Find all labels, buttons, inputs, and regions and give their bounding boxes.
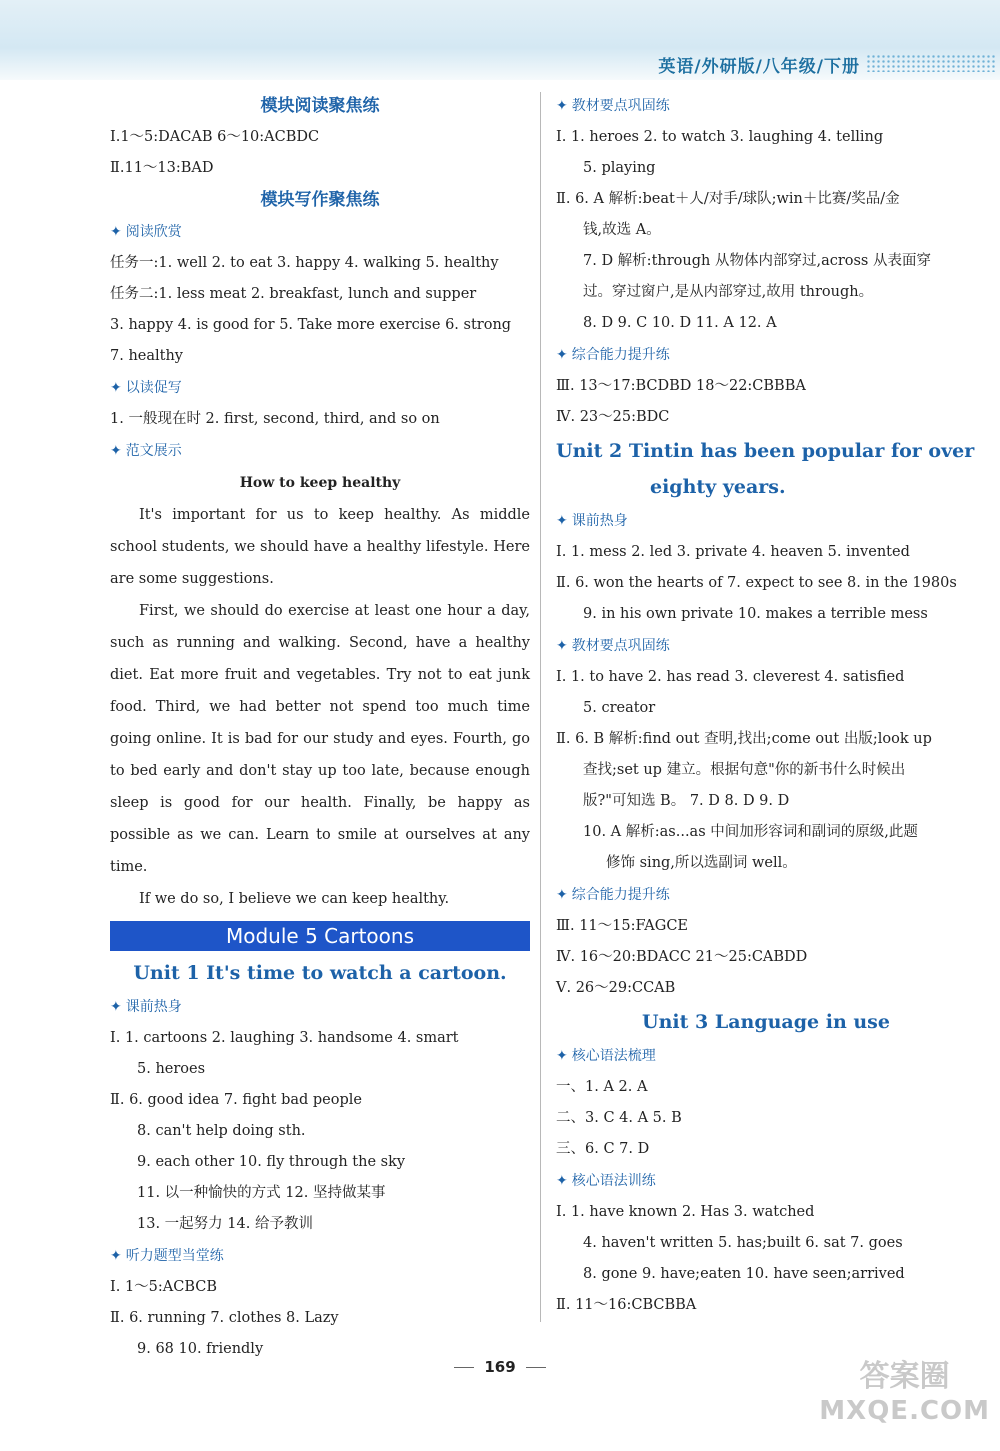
answer-line: 7. D 解析:through 从物体内部穿过,across 从表面穿	[583, 253, 931, 269]
answer-line: Ⅱ. 6. running 7. clothes 8. Lazy	[110, 1310, 339, 1326]
answer-line: 1. 一般现在时 2. first, second, third, and so on	[110, 411, 440, 427]
answer-line: Ⅴ. 26～29:CCAB	[556, 980, 676, 996]
diamond-icon: ✦	[110, 380, 122, 396]
column-divider	[540, 92, 541, 1322]
answer-line: Ⅰ. 1. mess 2. led 3. private 4. heaven 5. invented	[556, 544, 910, 560]
answer-line: Ⅳ. 16～20:BDACC 21～25:CABDD	[556, 949, 808, 965]
answer-line: 13. 一起努力 14. 给予教训	[137, 1216, 313, 1232]
answer-line: Ⅰ. 1. cartoons 2. laughing 3. handsome 4. smart	[110, 1030, 459, 1046]
answer-line: Ⅰ. 1. heroes 2. to watch 3. laughing 4. telling	[556, 129, 884, 145]
answer-line: Ⅰ. 1. have known 2. Has 3. watched	[556, 1204, 815, 1220]
answer-line: Ⅱ.11～13:BAD	[110, 160, 214, 176]
answer-line: 8. gone 9. have;eaten 10. have seen;arrived	[583, 1266, 905, 1282]
answer-line: Ⅱ. 6. good idea 7. fight bad people	[110, 1092, 362, 1108]
book-title: 英语/外研版/八年级/下册	[658, 57, 860, 77]
answer-line: Ⅰ. 1～5:ACBCB	[110, 1279, 218, 1295]
diamond-icon: ✦	[556, 887, 568, 903]
subsection-heading: ✦ 教材要点巩固练	[556, 638, 670, 654]
answer-line: 11. 以一种愉快的方式 12. 坚持做某事	[137, 1185, 386, 1201]
answer-line: Ⅰ.1～5:DACAB 6～10:ACBDC	[110, 129, 320, 145]
unit-title: Unit 1 It's time to watch a cartoon.	[133, 962, 507, 984]
answer-line: 3. happy 4. is good for 5. Take more exercise 6. strong	[110, 317, 512, 333]
answer-line: 5. heroes	[137, 1061, 206, 1077]
essay-paragraph: First, we should do exercise at least one hour a day, such as running and walking. Second, have a healthy diet. Eat more fruit and vegetables. Try not to eat junk food. Third, we had better not spend too much time going online. It is bad for our study and eyes. Fourth, go to bed early and don't stay up too late, because enough sleep is good for our health. Finally, be happy as possible as we can. Learn to smile at ourselves at any time.	[110, 603, 530, 875]
diamond-icon: ✦	[556, 638, 568, 654]
answer-line: 5. playing	[583, 160, 656, 176]
answer-line: Ⅱ. 6. A 解析:beat＋人/对手/球队;win＋比赛/奖品/金	[556, 191, 900, 207]
answer-line: 三、6. C 7. D	[556, 1141, 650, 1157]
answer-line: Ⅱ. 6. won the hearts of 7. expect to see 8. in the 1980s	[556, 575, 957, 591]
diamond-icon: ✦	[110, 443, 122, 459]
essay-paragraph: It's important for us to keep healthy. As middle school students, we should have a healthy lifestyle. Here are some suggestions.	[110, 507, 530, 587]
subsection-heading: ✦ 教材要点巩固练	[556, 98, 670, 114]
answer-line: 5. creator	[583, 700, 656, 716]
unit-title-continued: eighty years.	[650, 476, 786, 498]
answer-line: 4. haven't written 5. has;built 6. sat 7. goes	[583, 1235, 903, 1251]
answer-line: 8. D 9. C 10. D 11. A 12. A	[583, 315, 777, 331]
section-title: 模块阅读聚焦练	[260, 96, 380, 116]
right-column	[556, 90, 976, 1321]
section-title: 模块写作聚焦练	[260, 190, 380, 210]
answer-line: 9. 68 10. friendly	[137, 1341, 264, 1357]
diamond-icon: ✦	[556, 347, 568, 363]
unit-title: Unit 3 Language in use	[642, 1011, 890, 1033]
answer-line: 9. in his own private 10. makes a terrible mess	[583, 606, 928, 622]
unit-title: Unit 2 Tintin has been popular for over	[556, 440, 975, 462]
top-banner	[0, 0, 1000, 80]
answer-line: 二、3. C 4. A 5. B	[556, 1110, 682, 1126]
answer-line: Ⅱ. 6. B 解析:find out 查明,找出;come out 出版;look up	[556, 731, 932, 747]
subsection-heading: ✦ 核心语法训练	[556, 1173, 656, 1189]
answer-line: 任务二:1. less meat 2. breakfast, lunch and supper	[110, 286, 477, 302]
page-number: 169	[0, 1358, 1000, 1376]
answer-line: 8. can't help doing sth.	[137, 1123, 306, 1139]
answer-line: 7. healthy	[110, 348, 184, 364]
answer-line: Ⅰ. 1. to have 2. has read 3. cleverest 4. satisfied	[556, 669, 905, 685]
site-watermark: 答案圈 MXQE.COM	[819, 1359, 990, 1426]
diamond-icon: ✦	[556, 1048, 568, 1064]
diamond-icon: ✦	[556, 513, 568, 529]
left-column	[110, 90, 530, 1365]
answer-line: Ⅲ. 13～17:BCDBD 18～22:CBBBA	[556, 378, 806, 394]
essay-title: How to keep healthy	[239, 475, 401, 491]
module-banner: Module 5 Cartoons	[110, 921, 530, 951]
subsection-heading: ✦ 核心语法梳理	[556, 1048, 656, 1064]
answer-line: 修饰 sing,所以选副词 well。	[606, 855, 797, 871]
answer-line: Ⅲ. 11～15:FAGCE	[556, 918, 689, 934]
subsection-heading: ✦ 课前热身	[556, 513, 628, 529]
answer-line: 版?"可知选 B。 7. D 8. D 9. D	[583, 793, 790, 809]
essay-paragraph: If we do so, I believe we can keep healthy.	[139, 891, 450, 907]
answer-line: 9. each other 10. fly through the sky	[137, 1154, 406, 1170]
subsection-heading: ✦ 听力题型当堂练	[110, 1248, 224, 1264]
diamond-icon: ✦	[556, 98, 568, 114]
answer-line: Ⅳ. 23～25:BDC	[556, 409, 670, 425]
diamond-icon: ✦	[110, 224, 122, 240]
decorative-dots	[866, 54, 996, 72]
subsection-heading: ✦ 课前热身	[110, 999, 182, 1015]
diamond-icon: ✦	[110, 1248, 122, 1264]
answer-line: 任务一:1. well 2. to eat 3. happy 4. walking 5. healthy	[110, 255, 499, 271]
diamond-icon: ✦	[556, 1173, 568, 1189]
answer-line: 一、1. A 2. A	[556, 1079, 648, 1095]
answer-line: 过。穿过窗户,是从内部穿过,故用 through。	[583, 284, 874, 300]
subsection-heading: ✦ 综合能力提升练	[556, 887, 670, 903]
subsection-heading: ✦ 阅读欣赏	[110, 224, 182, 240]
answer-line: Ⅱ. 11～16:CBCBBA	[556, 1297, 697, 1313]
subsection-heading: ✦ 以读促写	[110, 380, 182, 396]
subsection-heading: ✦ 综合能力提升练	[556, 347, 670, 363]
answer-line: 查找;set up 建立。根据句意"你的新书什么时候出	[583, 762, 906, 778]
answer-line: 钱,故选 A。	[583, 222, 661, 238]
diamond-icon: ✦	[110, 999, 122, 1015]
subsection-heading: ✦ 范文展示	[110, 443, 182, 459]
answer-line: 10. A 解析:as...as 中间加形容词和副词的原级,此题	[583, 824, 918, 840]
